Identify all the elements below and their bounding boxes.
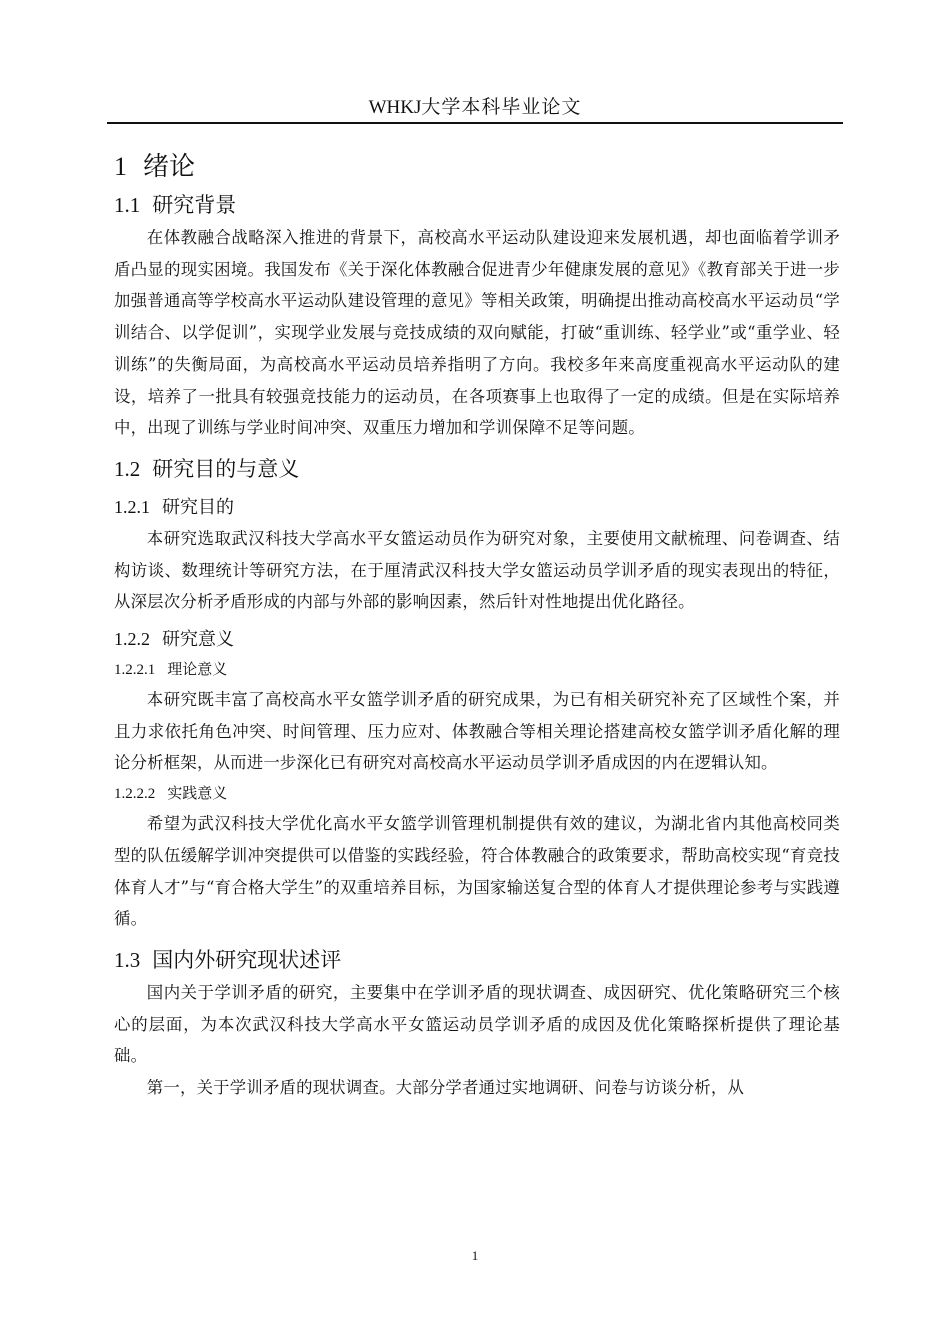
subsubsection-heading-1-2-2-1 <box>114 655 840 684</box>
page-header <box>107 92 843 122</box>
subsection-heading-1-2-2 <box>114 624 840 655</box>
section-heading-1-1 <box>114 188 840 222</box>
header-title: 大学本科毕业论文 <box>421 96 582 118</box>
header-university-code: WHKJ <box>368 97 422 118</box>
chapter-heading <box>114 148 840 188</box>
section-title: 国内外研究现状述评 <box>152 947 342 972</box>
page-number: 1 <box>471 1248 479 1263</box>
subsubsection-title: 实践意义 <box>167 784 228 803</box>
paragraph-research-purpose: 本研究选取武汉科技大学高水平女篮运动员作为研究对象，主要使用文献梳理、问卷调查、结构访谈、数理统计等研究方法，在于厘清武汉科技大学女篮运动员学训矛盾的现实表现出的特征，从深层次分析矛盾形成的内部与外部的影响因素，然后针对性地提出优化路径。 <box>114 528 840 612</box>
paragraph-literature-review-first: 第一，关于学训矛盾的现状调查。大部分学者通过实地调研、问卷与访谈分析，从 <box>146 1078 745 1098</box>
chapter-title: 绪论 <box>143 152 196 182</box>
header-divider <box>107 122 843 124</box>
chapter-number: 1 <box>114 152 127 181</box>
document-body <box>114 148 840 1104</box>
subsection-heading-1-2-1 <box>114 492 840 523</box>
subsubsection-title: 理论意义 <box>167 660 228 679</box>
paragraph-literature-review-intro: 国内关于学训矛盾的研究，主要集中在学训矛盾的现状调查、成因研究、优化策略研究三个核心的层面，为本次武汉科技大学高水平女篮运动员学训矛盾的成因及优化策略探析提供了理论基础。 <box>114 982 840 1066</box>
section-heading-1-3 <box>114 943 840 977</box>
section-title: 研究目的与意义 <box>152 456 300 481</box>
section-number: 1.2 <box>114 456 141 481</box>
subsection-title: 研究意义 <box>162 629 234 651</box>
section-number: 1.3 <box>114 947 141 972</box>
section-number: 1.1 <box>114 193 141 217</box>
subsubsection-heading-1-2-2-2 <box>114 779 840 808</box>
section-heading-1-2 <box>114 452 840 486</box>
subsection-number: 1.2.1 <box>114 496 150 517</box>
subsubsection-number: 1.2.2.1 <box>114 662 156 679</box>
subsection-number: 1.2.2 <box>114 629 150 650</box>
subsubsection-number: 1.2.2.2 <box>114 786 156 803</box>
paragraph-research-background: 在体教融合战略深入推进的背景下，高校高水平运动队建设迎来发展机遇，却也面临着学训矛盾凸显的现实困境。我国发布《关于深化体教融合促进青少年健康发展的意见》《教育部关于进一步加强普通高等学校高水平运动队建设管理的意见》等相关政策，明确提出推动高校高水平运动员“学训结合、以学促训”，实现学业发展与竞技成绩的双向赋能，打破“重训练、轻学业”或“重学业、轻训练”的失衡局面，为高校高水平运动员培养指明了方向。我校多年来高度重视高水平运动队的建设，培养了一批具有较强竞技能力的运动员，在各项赛事上也取得了一定的成绩。但是在实际培养中，出现了训练与学业时间冲突、双重压力增加和学训保障不足等问题。 <box>114 228 840 438</box>
paragraph-practical-significance: 希望为武汉科技大学优化高水平女篮学训管理机制提供有效的建议，为湖北省内其他高校同类型的队伍缓解学训冲突提供可以借鉴的实践经验，符合体教融合的政策要求，帮助高校实现“育竞技体育人才”与“育合格大学生”的双重培养目标，为国家输送复合型的体育人才提供理论参考与实践遵循。 <box>114 814 840 929</box>
section-title: 研究背景 <box>152 193 237 217</box>
paragraph-theoretical-significance: 本研究既丰富了高校高水平女篮学训矛盾的研究成果，为已有相关研究补充了区域性个案，并且力求依托角色冲突、时间管理、压力应对、体教融合等相关理论搭建高校女篮学训矛盾化解的理论分析框架，从而进一步深化已有研究对高校高水平运动员学训矛盾成因的内在逻辑认知。 <box>114 690 840 773</box>
subsection-title: 研究目的 <box>162 496 234 518</box>
